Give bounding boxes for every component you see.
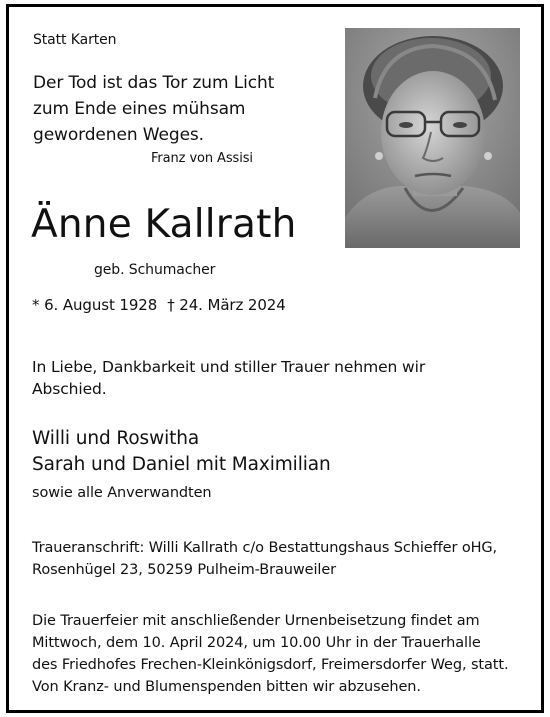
birth-date: * 6. August 1928: [32, 296, 158, 314]
deceased-name: Änne Kallrath: [31, 202, 297, 247]
ceremony-line: des Friedhofes Frechen-Kleinkönigsdorf, Freimersdorfer Weg, statt.: [32, 657, 509, 673]
ceremony-line: Die Trauerfeier mit anschließender Urnenbeisetzung findet am: [32, 613, 480, 629]
portrait-photo: [345, 28, 520, 248]
address-line: Traueranschrift: Willi Kallrath c/o Bestattungshaus Schieffer oHG,: [32, 540, 498, 556]
quote-line: Der Tod ist das Tor zum Licht: [33, 73, 275, 93]
mourner-names-1: Willi und Roswitha: [32, 428, 200, 449]
maiden-name: geb. Schumacher: [94, 262, 216, 278]
address-line: Rosenhügel 23, 50259 Pulheim-Brauweiler: [32, 562, 336, 578]
farewell-line: In Liebe, Dankbarkeit und stiller Trauer nehmen wir: [32, 358, 426, 376]
statt-karten-label: Statt Karten: [33, 32, 117, 48]
life-dates: [32, 296, 286, 314]
ceremony-info: [32, 610, 508, 698]
quote-line: gewordenen Weges.: [33, 125, 204, 145]
quote-text: [33, 70, 274, 148]
mourner-relatives: sowie alle Anverwandten: [32, 485, 212, 501]
quote-author: Franz von Assisi: [151, 151, 253, 166]
quote-line: zum Ende eines mühsam: [33, 99, 246, 119]
farewell-text: [32, 356, 425, 400]
mourner-names-2: Sarah und Daniel mit Maximilian: [32, 454, 331, 475]
death-date: † 24. März 2024: [167, 296, 286, 314]
portrait-illustration: [345, 28, 520, 248]
ceremony-line: Mittwoch, dem 10. April 2024, um 10.00 Uhr in der Trauerhalle: [32, 635, 481, 651]
mourning-address: [32, 537, 497, 581]
ceremony-line: Von Kranz- und Blumenspenden bitten wir abzusehen.: [32, 679, 421, 695]
farewell-line: Abschied.: [32, 380, 107, 398]
